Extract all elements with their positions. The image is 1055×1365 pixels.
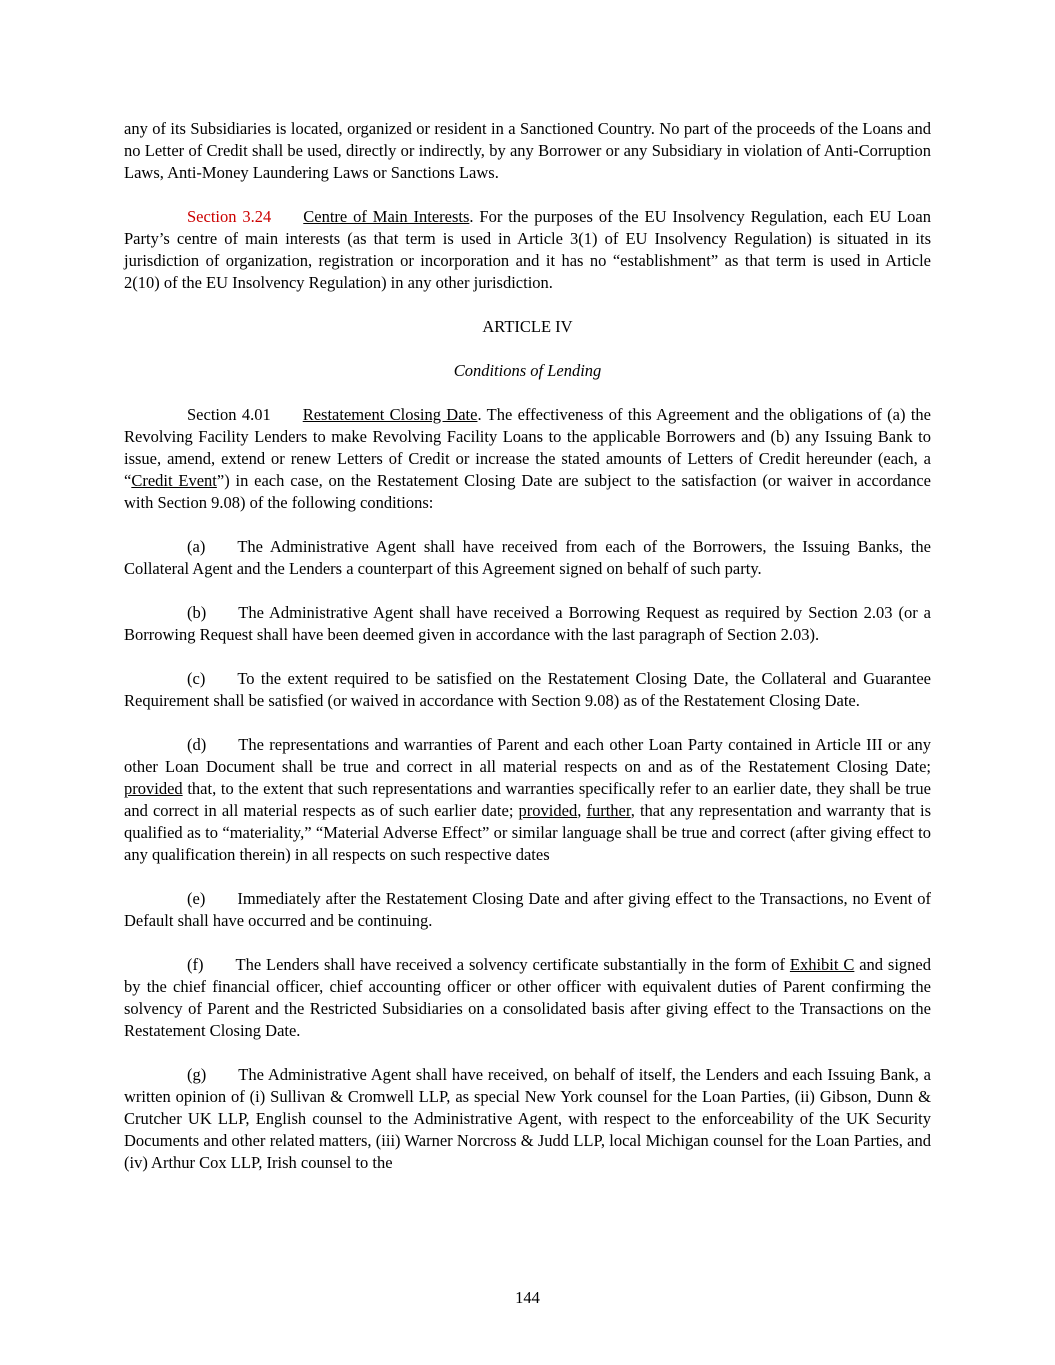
paragraph-condition-b bbox=[124, 602, 931, 646]
text-segment: The Lenders shall have received a solvency certificate substantially in the form of bbox=[235, 955, 790, 974]
text-segment: To the extent required to be satisfied on the Restatement Closing Date, the Collateral and Guarantee Requirement shall be satisfied (or waived in accordance with Section 9.08) as of the Restatement Closing Date. bbox=[124, 669, 931, 710]
text-segment: (c) bbox=[187, 669, 206, 688]
text-segment: Section 4.01 bbox=[187, 405, 271, 424]
page-footer bbox=[0, 1287, 1055, 1309]
paragraph-condition-f bbox=[124, 954, 931, 1042]
text-segment: , bbox=[577, 801, 587, 820]
text-segment: The representations and warranties of Parent and each other Loan Party contained in Article III or any other Loan Document shall be true and correct in all material respects on and as of the Restatement Closing Date; bbox=[124, 735, 931, 776]
paragraph-condition-d bbox=[124, 734, 931, 866]
text-segment: that, to the extent that such representations and warranties specifically refer to an earlier date, they shall be true and correct in all material respects as of such earlier date; bbox=[124, 779, 931, 820]
text-segment: (d) bbox=[187, 735, 207, 754]
text-segment: (a) bbox=[187, 537, 206, 556]
text-segment: ARTICLE IV bbox=[482, 317, 573, 336]
paragraph-condition-g bbox=[124, 1064, 931, 1174]
text-segment: Conditions of Lending bbox=[453, 361, 602, 380]
text-segment: Credit Event bbox=[131, 471, 217, 490]
text-segment: Exhibit C bbox=[789, 955, 855, 974]
text-segment: (b) bbox=[187, 603, 207, 622]
text-segment: (g) bbox=[187, 1065, 207, 1084]
document-body bbox=[124, 118, 931, 1174]
text-segment: , that any representation and warranty that is qualified as to “materiality,” “Material Adverse Effect” or similar language shall be true and correct (after giving effect to any qualification therein) in all respects on such respective dates bbox=[124, 801, 931, 864]
text-segment: any of its Subsidiaries is located, organized or resident in a Sanctioned Country. No part of the proceeds of the Loans and no Letter of Credit shall be used, directly or indirectly, by any Borrower or any Subsidiary in violation of Anti-Corruption Laws, Anti-Money Laundering Laws or Sanctions Laws. bbox=[124, 119, 931, 182]
text-segment: The Administrative Agent shall have received, on behalf of itself, the Lenders and each Issuing Bank, a written opinion of (i) Sullivan & Cromwell LLP, as special New York counsel for the Loan Parties, (ii) Gibson, Dunn & Crutcher UK LLP, English counsel to the Administrative Agent, with respect to the enforceability of the UK Security Documents and other related matters, (iii) Warner Norcross & Judd LLP, local Michigan counsel for the Loan Parties, and (iv) Arthur Cox LLP, Irish counsel to the bbox=[124, 1065, 931, 1172]
heading-article-iv bbox=[124, 316, 931, 338]
section-reference-link[interactable]: Section 3.24 bbox=[187, 207, 272, 226]
text-segment: ”) in each case, on the Restatement Closing Date are subject to the satisfaction (or waiver in accordance with Section 9.08) of the following conditions: bbox=[124, 471, 931, 512]
text-segment: Immediately after the Restatement Closing Date and after giving effect to the Transactions, no Event of Default shall have occurred and be continuing. bbox=[124, 889, 931, 930]
text-segment: provided bbox=[518, 801, 578, 820]
text-segment: (f) bbox=[187, 955, 204, 974]
paragraph-sanctions-continuation bbox=[124, 118, 931, 184]
heading-conditions-of-lending bbox=[124, 360, 931, 382]
text-segment: The Administrative Agent shall have received from each of the Borrowers, the Issuing Banks, the Collateral Agent and the Lenders a counterpart of this Agreement signed on behalf of such party. bbox=[124, 537, 931, 578]
text-segment: (e) bbox=[187, 889, 206, 908]
text-segment: Centre of Main Interests bbox=[303, 207, 470, 226]
paragraph-condition-c bbox=[124, 668, 931, 712]
text-segment: provided bbox=[124, 779, 183, 798]
text-segment: Restatement Closing Date bbox=[302, 405, 478, 424]
text-segment: . The effectiveness of this Agreement and the obligations of (a) the Revolving Facility Lenders to make Revolving Facility Loans to the applicable Borrowers and (b) any Issuing Bank to issue, amend, extend or renew Letters of Credit or increase the stated amounts of Letters of Credit hereunder (each, a “ bbox=[124, 405, 931, 490]
paragraph-section-4-01 bbox=[124, 404, 931, 514]
paragraph-section-3-24 bbox=[124, 206, 931, 294]
text-segment: The Administrative Agent shall have received a Borrowing Request as required by Section 2.03 (or a Borrowing Request shall have been deemed given in accordance with the last paragraph of Section 2.03). bbox=[124, 603, 931, 644]
text-segment: and signed by the chief financial officer, chief accounting officer or other officer with equivalent duties of Parent confirming the solvency of Parent and the Restricted Subsidiaries on a consolidated basis after giving effect to the Transactions on the Restatement Closing Date. bbox=[124, 955, 931, 1040]
text-segment: further bbox=[586, 801, 631, 820]
text-segment: . For the purposes of the EU Insolvency Regulation, each EU Loan Party’s centre of main interests (as that term is used in Article 3(1) of EU Insolvency Regulation) is situated in its jurisdiction of organization, registration or incorporation and it has no “establishment” as that term is used in Article 2(10) of the EU Insolvency Regulation) in any other jurisdiction. bbox=[124, 207, 931, 292]
page-number: 144 bbox=[515, 1288, 540, 1307]
paragraph-condition-a bbox=[124, 536, 931, 580]
paragraph-condition-e bbox=[124, 888, 931, 932]
